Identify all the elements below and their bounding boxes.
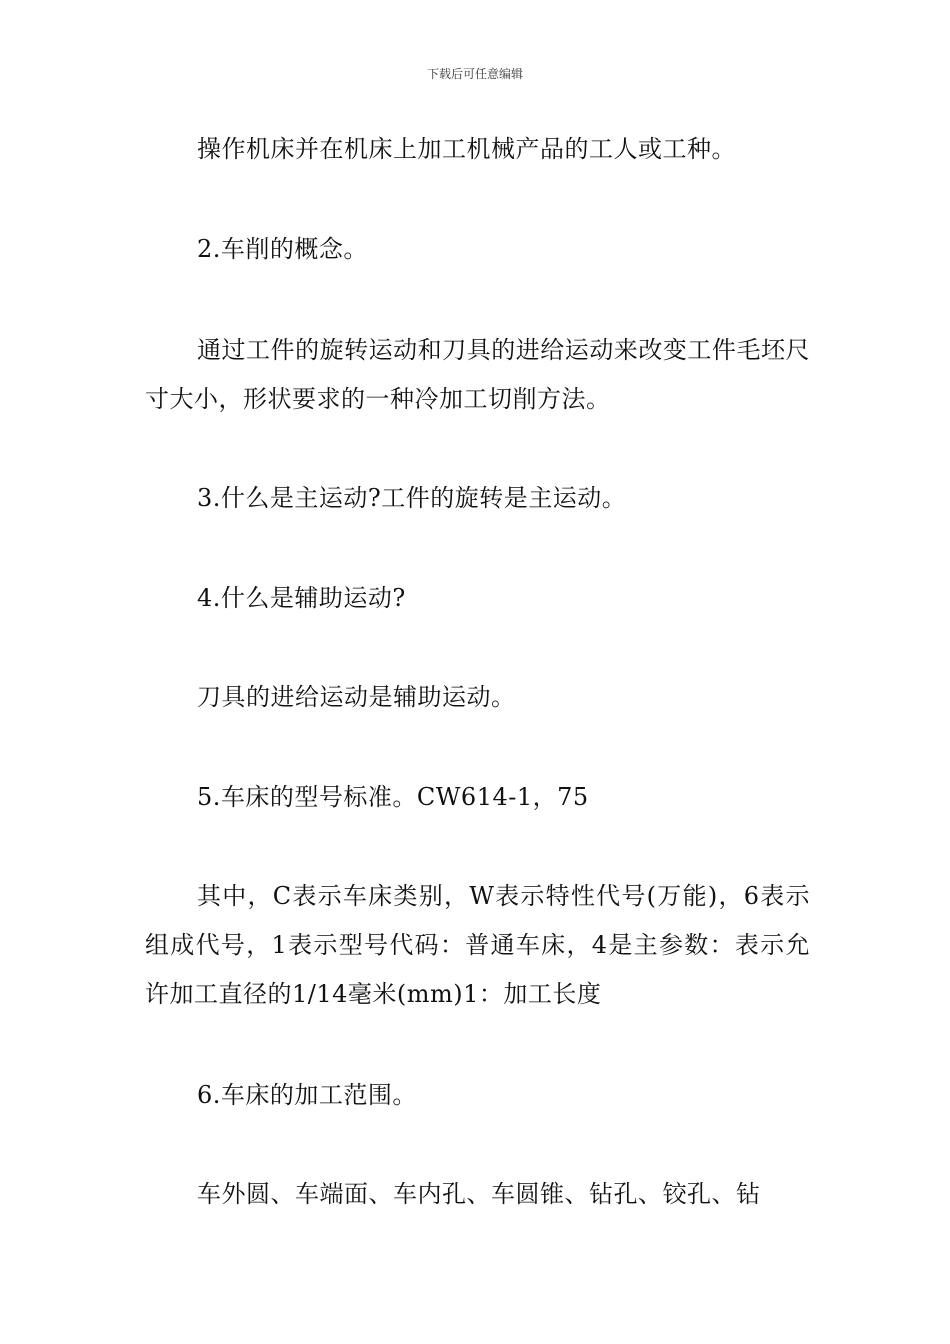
paragraph-lathe-model-explanation: 其中，C表示车床类别，W表示特性代号(万能)，6表示组成代号，1表示型号代码：普通车床，4是主参数：表示允许加工直径的1/14毫米(mm)1：加工长度 <box>145 882 810 1008</box>
paragraph-machining-range-heading: 6.车床的加工范围。 <box>197 1081 417 1109</box>
paragraph-turning-concept: 通过工件的旋转运动和刀具的进给运动来改变工件毛坯尺寸大小，形状要求的一种冷加工切削方法。 <box>145 336 810 413</box>
paragraph-auxiliary-motion: 刀具的进给运动是辅助运动。 <box>197 683 516 711</box>
page-header: 下载后可任意编辑 <box>426 67 523 81</box>
paragraph-turning-concept-heading: 2.车削的概念。 <box>197 235 368 263</box>
paragraph-main-motion: 3.什么是主运动?工件的旋转是主运动。 <box>197 484 627 512</box>
paragraph-auxiliary-motion-heading: 4.什么是辅助运动? <box>197 584 406 612</box>
paragraph-lathe-model-standard: 5.车床的型号标准。CW614-1，75 <box>197 783 589 811</box>
paragraph-machining-range: 车外圆、车端面、车内孔、车圆锥、钻孔、铰孔、钻 <box>197 1180 761 1208</box>
paragraph-worker-definition: 操作机床并在机床上加工机械产品的工人或工种。 <box>197 135 736 163</box>
